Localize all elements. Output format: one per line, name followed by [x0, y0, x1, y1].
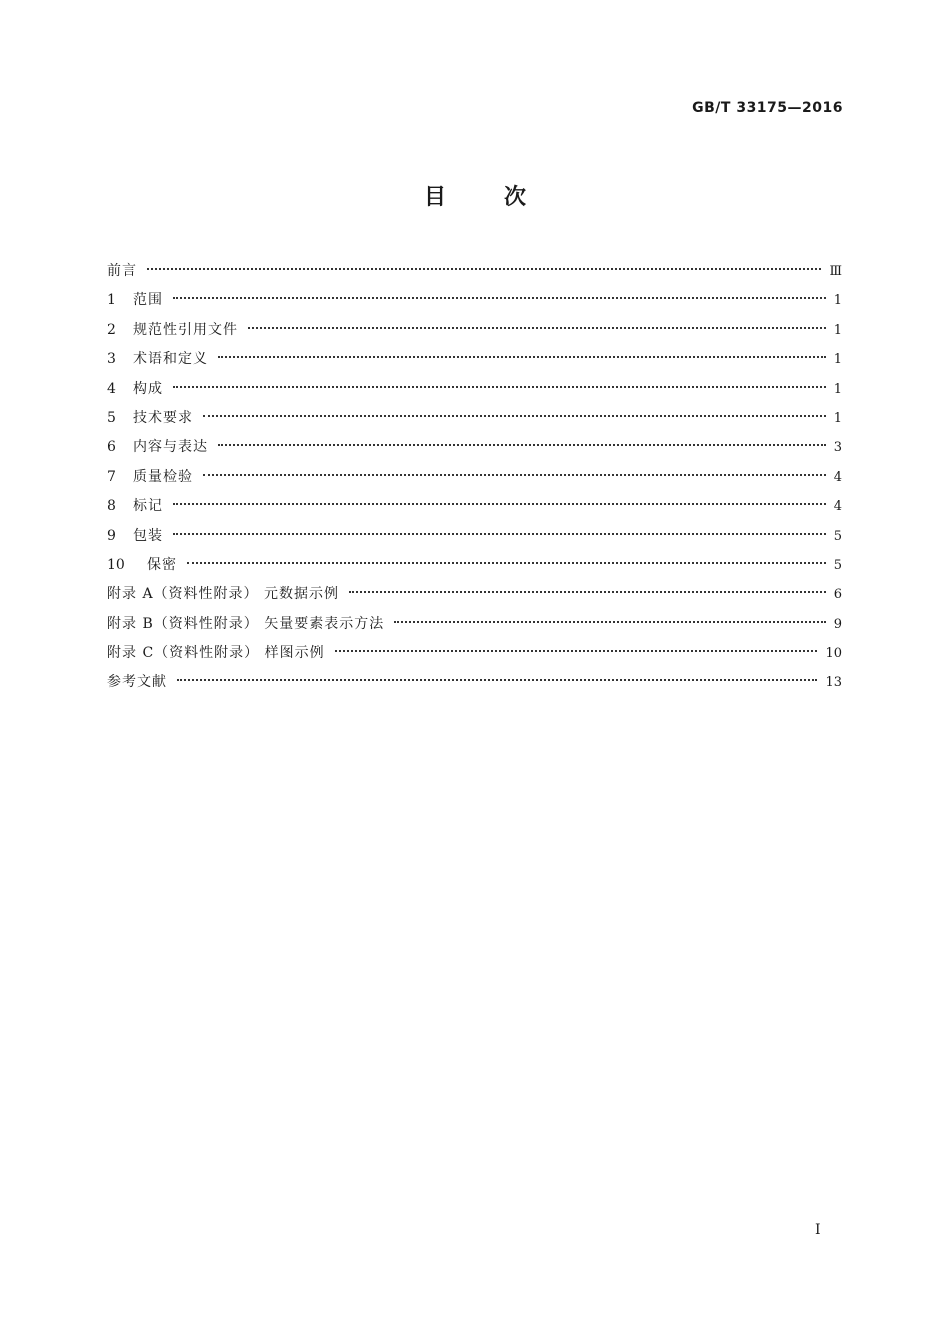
toc-entry-label: 技术要求 — [133, 409, 193, 426]
toc-entry-label: 构成 — [133, 380, 163, 397]
toc-entry-page: 5 — [833, 557, 842, 573]
toc-entry-page: 1 — [833, 293, 842, 309]
toc-dot-leader — [203, 474, 826, 476]
toc-entry-title — [107, 639, 325, 668]
toc-entry-label: 规范性引用文件 — [133, 321, 238, 338]
toc-entry[interactable] — [107, 286, 842, 315]
toc-entry-label: 附录 B（资料性附录） 矢量要素表示方法 — [107, 615, 385, 632]
page-number: I — [815, 1222, 821, 1238]
toc-entry-title — [107, 610, 384, 639]
toc-entry-title — [107, 433, 208, 462]
toc-entry-title — [107, 522, 163, 551]
toc-entry-title — [107, 404, 193, 433]
table-of-contents — [107, 257, 842, 698]
toc-entry-number: 5 — [107, 409, 116, 426]
toc-entry-label: 附录 A（资料性附录） 元数据示例 — [107, 586, 340, 603]
toc-entry-page: 10 — [825, 646, 842, 662]
toc-entry-number: 2 — [107, 321, 116, 338]
page-title — [0, 180, 950, 211]
toc-entry[interactable] — [107, 610, 842, 639]
toc-entry-page: 1 — [833, 352, 842, 368]
toc-entry-number: 10 — [107, 556, 125, 573]
standard-code: GB/T 33175—2016 — [692, 100, 843, 116]
toc-entry-page: 5 — [833, 528, 842, 544]
toc-entry-title — [107, 492, 163, 521]
toc-entry[interactable] — [107, 668, 842, 697]
toc-dot-leader — [335, 650, 818, 652]
toc-entry[interactable] — [107, 580, 842, 609]
toc-entry[interactable] — [107, 404, 842, 433]
toc-entry-label: 范围 — [133, 292, 163, 309]
toc-entry[interactable] — [107, 551, 842, 580]
toc-entry-title — [107, 316, 238, 345]
toc-entry[interactable] — [107, 639, 842, 668]
toc-dot-leader — [349, 591, 826, 593]
toc-entry-page: 4 — [833, 499, 842, 515]
toc-entry-label: 附录 C（资料性附录） 样图示例 — [107, 645, 325, 662]
toc-entry-label: 内容与表达 — [133, 439, 208, 456]
toc-entry-label: 术语和定义 — [133, 351, 208, 368]
toc-dot-leader — [218, 356, 826, 358]
toc-dot-leader — [394, 621, 826, 623]
toc-entry-number: 7 — [107, 468, 116, 485]
toc-entry-title — [107, 375, 163, 404]
toc-entry-page: 1 — [833, 410, 842, 426]
toc-dot-leader — [187, 562, 826, 564]
toc-dot-leader — [173, 503, 826, 505]
toc-entry-label: 保密 — [147, 556, 177, 573]
toc-entry[interactable] — [107, 463, 842, 492]
toc-entry-page: 3 — [833, 440, 842, 456]
toc-entry[interactable] — [107, 316, 842, 345]
toc-entry[interactable] — [107, 257, 842, 286]
toc-entry-page: 9 — [833, 616, 842, 632]
toc-entry-page: 13 — [825, 675, 842, 691]
toc-dot-leader — [147, 268, 821, 270]
page-title-char-2: 次 — [504, 185, 527, 210]
page-title-char-1: 目 — [423, 185, 446, 210]
toc-entry[interactable] — [107, 375, 842, 404]
toc-entry-label: 参考文献 — [107, 674, 167, 691]
toc-entry-title — [107, 580, 339, 609]
toc-entry-page: 1 — [833, 381, 842, 397]
toc-entry-page: 1 — [833, 322, 842, 338]
toc-dot-leader — [173, 533, 826, 535]
toc-entry-page: 4 — [833, 469, 842, 485]
toc-entry-number: 1 — [107, 292, 116, 309]
toc-entry-page: 6 — [833, 587, 842, 603]
toc-entry-label: 质量检验 — [133, 468, 193, 485]
toc-entry-label: 包装 — [133, 527, 163, 544]
toc-entry[interactable] — [107, 522, 842, 551]
toc-dot-leader — [173, 297, 826, 299]
toc-entry-title — [107, 551, 177, 580]
toc-entry-title — [107, 286, 163, 315]
toc-entry-title — [107, 668, 167, 697]
toc-entry-label: 前言 — [107, 263, 137, 279]
toc-entry[interactable] — [107, 492, 842, 521]
toc-entry[interactable] — [107, 345, 842, 374]
toc-dot-leader — [248, 327, 826, 329]
toc-dot-leader — [173, 386, 826, 388]
toc-dot-leader — [177, 679, 817, 681]
toc-entry-page: Ⅲ — [829, 264, 842, 279]
toc-entry-title — [107, 257, 137, 286]
toc-entry-title — [107, 463, 193, 492]
toc-entry-number: 9 — [107, 527, 116, 544]
toc-entry-title — [107, 345, 208, 374]
toc-entry-label: 标记 — [133, 498, 163, 515]
toc-dot-leader — [203, 415, 826, 417]
toc-entry-number: 6 — [107, 439, 116, 456]
toc-entry-number: 4 — [107, 380, 116, 397]
toc-entry[interactable] — [107, 433, 842, 462]
toc-entry-number: 3 — [107, 351, 116, 368]
toc-entry-number: 8 — [107, 498, 116, 515]
toc-dot-leader — [218, 444, 826, 446]
